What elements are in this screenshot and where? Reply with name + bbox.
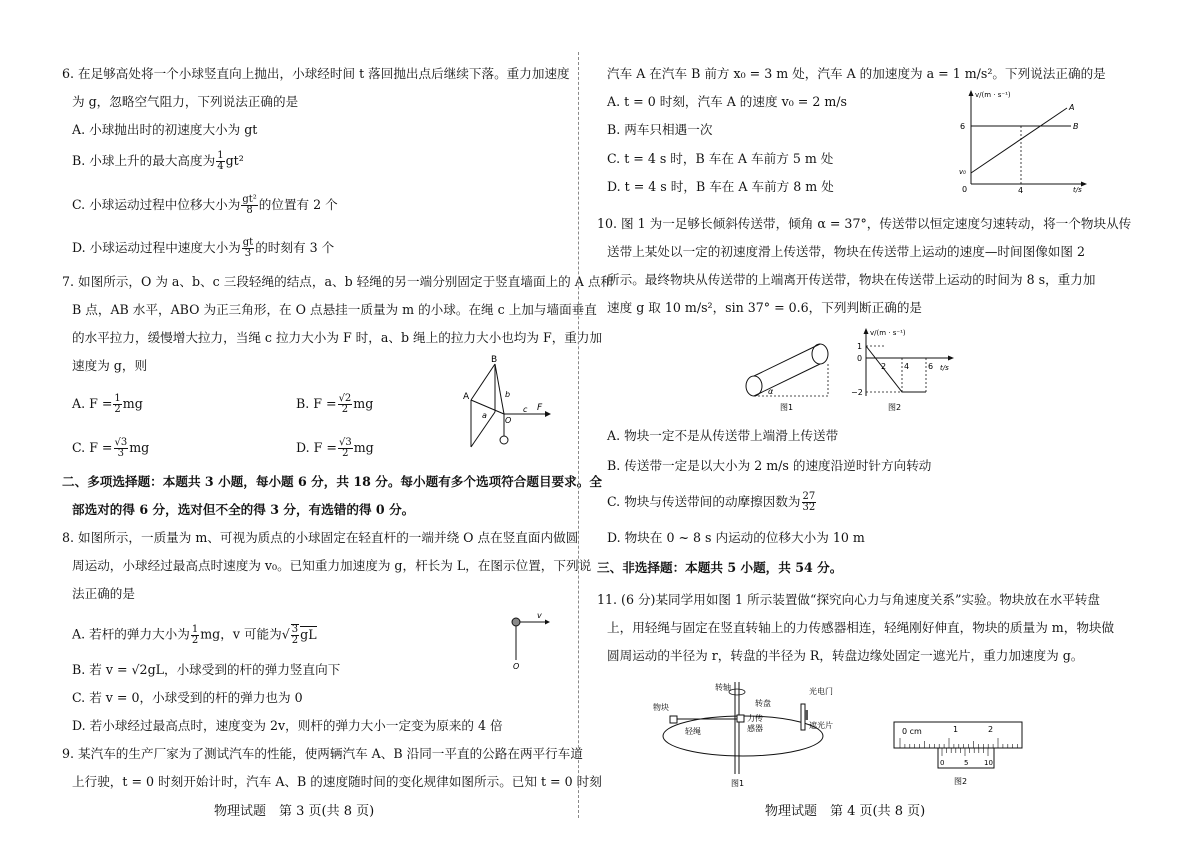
tick-4: 4 [1018, 186, 1024, 195]
tick-ym2: −2 [851, 388, 863, 397]
q6-line2: 为 g，忽略空气阻力，下列说法正确的是 [72, 94, 299, 109]
label-v0: 0 [940, 759, 945, 767]
velocity-arrowhead [545, 620, 550, 625]
q10-option-b: B. 传送带一定是以大小为 2 m/s 的速度沿逆时针方向转动 [607, 458, 932, 473]
label-2: 2 [988, 725, 994, 734]
label-axis: 转轴 [715, 683, 731, 692]
q7-figure [455, 352, 555, 452]
label-a: a [482, 411, 487, 420]
rope-b [495, 364, 504, 414]
wall-edge-top [471, 364, 495, 400]
q10-line1: 10. 图 1 为一足够长倾斜传送带，倾角 α = 37°，传送带以恒定速度匀速转动，将一个物块从传 [597, 216, 1132, 231]
q9-line2: 上行驶，t = 0 时刻开始计时，汽车 A、B 的速度随时间的变化规律如图所示。已知 t = 0 时刻 [72, 774, 602, 789]
q6-option-a: A. 小球抛出时的初速度大小为 gt [72, 122, 258, 137]
label-B: B [1073, 122, 1079, 131]
label-1: 1 [953, 725, 959, 734]
q10-option-c: C. 物块与传送带间的动摩擦因数为 $\frac{27}{32}$ [607, 491, 816, 513]
force-sensor [737, 715, 744, 722]
y-axis-arrow [969, 90, 974, 96]
q7-option-b: B. F = $\frac{√2}{2}$ mg [296, 393, 374, 415]
label-b: b [505, 390, 511, 399]
ball [512, 618, 520, 626]
rotation-mark [729, 689, 745, 695]
label-shade: 遮光片 [809, 721, 833, 730]
label-c: c [523, 405, 528, 414]
block [670, 716, 677, 723]
belt-lower [754, 364, 820, 396]
q11-line2: 上，用轻绳与固定在竖直转轴上的力传感器相连，轻绳刚好伸直，物块的质量为 m，物块做 [607, 620, 1115, 635]
label-gate: 光电门 [809, 687, 833, 696]
q9-line3: 汽车 A 在汽车 B 前方 x₀ = 3 m 处，汽车 A 的加速度为 a = 1 m/s²。下列说法正确的是 [607, 66, 1106, 81]
page-divider [578, 52, 579, 818]
ball [500, 436, 508, 444]
section2-line1: 二、多项选择题：本题共 3 小题，每小题 6 分，共 18 分。每小题有多个选项符合题目要求。全 [62, 474, 602, 489]
tick-x6: 6 [928, 362, 934, 371]
label-O: O [513, 662, 520, 671]
label-F: F [537, 403, 543, 413]
q9-option-a: A. t = 0 时刻，汽车 A 的速度 v₀ = 2 m/s [607, 94, 847, 109]
q6-option-c: C. 小球运动过程中位移大小为 $\frac{\text{gt²}}{8}$ 的位置有 2 个 [72, 194, 338, 216]
line-A [971, 108, 1067, 173]
tick-y0: 0 [857, 354, 863, 363]
q6-option-b: B. 小球上升的最大高度为 $\frac{1}{4}$ gt² [72, 150, 244, 172]
fig1-caption: 图1 [780, 403, 794, 412]
label-block: 物块 [653, 703, 669, 712]
fig2-caption: 图2 [888, 403, 902, 412]
q9-line1: 9. 某汽车的生产厂家为了测试汽车的性能，使两辆汽车 A、B 沿同一平直的公路在两平行车道 [62, 746, 583, 761]
q11-line3: 圆周运动的半径为 r，转盘的半径为 R，转盘边缘处固定一遮光片，重力加速度为 g。 [607, 648, 1084, 663]
q8-line2: 周运动，小球经过最高点时速度为 v₀。已知重力加速度为 g，杆长为 L，在图示位置，下列说 [72, 558, 592, 573]
q11-line1: 11. (6 分)某同学用如图 1 所示装置做“探究向心力与角速度关系”实验。物块放在水平转盘 [597, 592, 1100, 607]
q11-fig2-vernier [890, 718, 1030, 792]
shading-piece [805, 710, 808, 720]
q10-option-a: A. 物块一定不是从传送带上端滑上传送带 [607, 428, 839, 443]
q7-option-a: A. F = $\frac{1}{2}$ mg [72, 393, 143, 415]
label-disc: 转盘 [755, 699, 771, 708]
rope-a [471, 400, 504, 414]
origin: 0 [962, 185, 968, 194]
q10-line4: 速度 g 取 10 m/s²，sin 37° = 0.6，下列判断正确的是 [607, 300, 923, 315]
q10-fig2-vt-graph [850, 326, 960, 416]
q8-line3: 法正确的是 [72, 586, 135, 601]
q9-option-d: D. t = 4 s 时，B 车在 A 车前方 8 m 处 [607, 179, 834, 194]
label-sensor1: 力传 [747, 714, 763, 723]
q7-line4: 速度为 g，则 [72, 358, 148, 373]
tick-y1: 1 [857, 342, 863, 351]
label-v: v [537, 611, 542, 620]
label-cm: 0 cm [902, 727, 922, 736]
q10-option-d: D. 物块在 0 ~ 8 s 内运动的位移大小为 10 m [607, 530, 865, 545]
section2-line2: 部选对的得 6 分，选对但不全的得 3 分，有选错的得 0 分。 [72, 502, 415, 517]
q7-line2: B 点，AB 水平，ABO 为正三角形，在 O 点悬挂一质量为 m 的小球。在绳 c 上加与墙面垂直 [72, 302, 597, 317]
v-t-line [866, 346, 926, 392]
force-arrow [545, 411, 551, 417]
q8-option-a: A. 若杆的弹力大小为 $\frac{1}{2}$ mg，v 可能为√ $\frac{3}{2}$ gL [72, 623, 317, 646]
x-label: t/s [1073, 186, 1082, 194]
label-v5: 5 [964, 759, 969, 767]
label-v10: 10 [984, 759, 993, 767]
q7-option-c: C. F = $\frac{√3}{3}$ mg [72, 437, 150, 459]
q11-fig1-apparatus [655, 674, 855, 790]
photogate [801, 704, 805, 730]
label-B: B [491, 355, 498, 365]
y-axis-arrow [864, 328, 869, 334]
q8-option-d: D. 若小球经过最高点时，速度变为 2v，则杆的弹力大小一定变为原来的 4 倍 [72, 718, 503, 733]
q7-option-d: D. F = $\frac{√3}{2}$ mg [296, 437, 374, 459]
q8-figure [505, 610, 555, 672]
q7-line1: 7. 如图所示，O 为 a、b、c 三段轻绳的结点，a、b 轻绳的另一端分别固定于竖直墙面上的 A 点和 [62, 274, 614, 289]
x-label: t/s [940, 364, 949, 372]
q8-line1: 8. 如图所示，一质量为 m、可视为质点的小球固定在轻直杆的一端并绕 O 点在竖直面内做圆 [62, 530, 579, 545]
q10-line3: 所示。最终物块从传送带的上端离开传送带，物块在传送带上运动的时间为 8 s，重力加 [607, 272, 1096, 287]
label-O: O [505, 416, 512, 425]
page-footer-right: 物理试题 第 4 页(共 8 页) [765, 804, 926, 819]
tick-x2: 2 [881, 362, 887, 371]
q10-line2: 送带上某处以一定的初速度滑上传送带，物块在传送带上运动的速度—时间图像如图 2 [607, 244, 1085, 259]
q6-option-d: D. 小球运动过程中速度大小为 $\frac{gt}{3}$ 的时刻有 3 个 [72, 237, 335, 259]
x-axis-arrow [948, 356, 954, 361]
page-footer-left: 物理试题 第 3 页(共 8 页) [214, 804, 375, 819]
fig2-caption: 图2 [954, 777, 968, 786]
q7-line3: 的水平拉力，缓慢增大拉力，当绳 c 拉力大小为 F 时，a、b 绳上的拉力大小也均为 F，重力加 [72, 330, 603, 345]
fig1-caption: 图1 [731, 779, 745, 788]
q9-option-b: B. 两车只相遇一次 [607, 122, 713, 137]
tick-6: 6 [960, 122, 966, 131]
y-label: v/(m · s⁻¹) [975, 91, 1011, 99]
q8-option-c: C. 若 v = 0，小球受到的杆的弹力也为 0 [72, 690, 303, 705]
section3-heading: 三、非选择题：本题共 5 小题，共 54 分。 [597, 560, 843, 575]
q9-vt-graph [955, 88, 1095, 196]
label-v0: v₀ [959, 168, 966, 176]
y-label: v/(m · s⁻¹) [870, 329, 906, 337]
q8-option-b: B. 若 v = √2gL，小球受到的杆的弹力竖直向下 [72, 662, 341, 677]
right-page [585, 0, 1200, 868]
label-sensor2: 感器 [747, 724, 763, 733]
belt-upper [754, 344, 820, 376]
label-rope: 轻绳 [685, 727, 701, 736]
q9-option-c: C. t = 4 s 时，B 车在 A 车前方 5 m 处 [607, 151, 834, 166]
label-A: A [1069, 103, 1075, 112]
q6-line1: 6. 在足够高处将一个小球竖直向上抛出，小球经时间 t 落回抛出点后继续下落。重力加速度 [62, 66, 570, 81]
q10-fig1-conveyor [740, 336, 840, 416]
label-alpha: α [768, 387, 774, 396]
x-axis-arrow [1081, 182, 1087, 187]
tick-x4: 4 [904, 362, 910, 371]
label-A: A [463, 392, 470, 402]
